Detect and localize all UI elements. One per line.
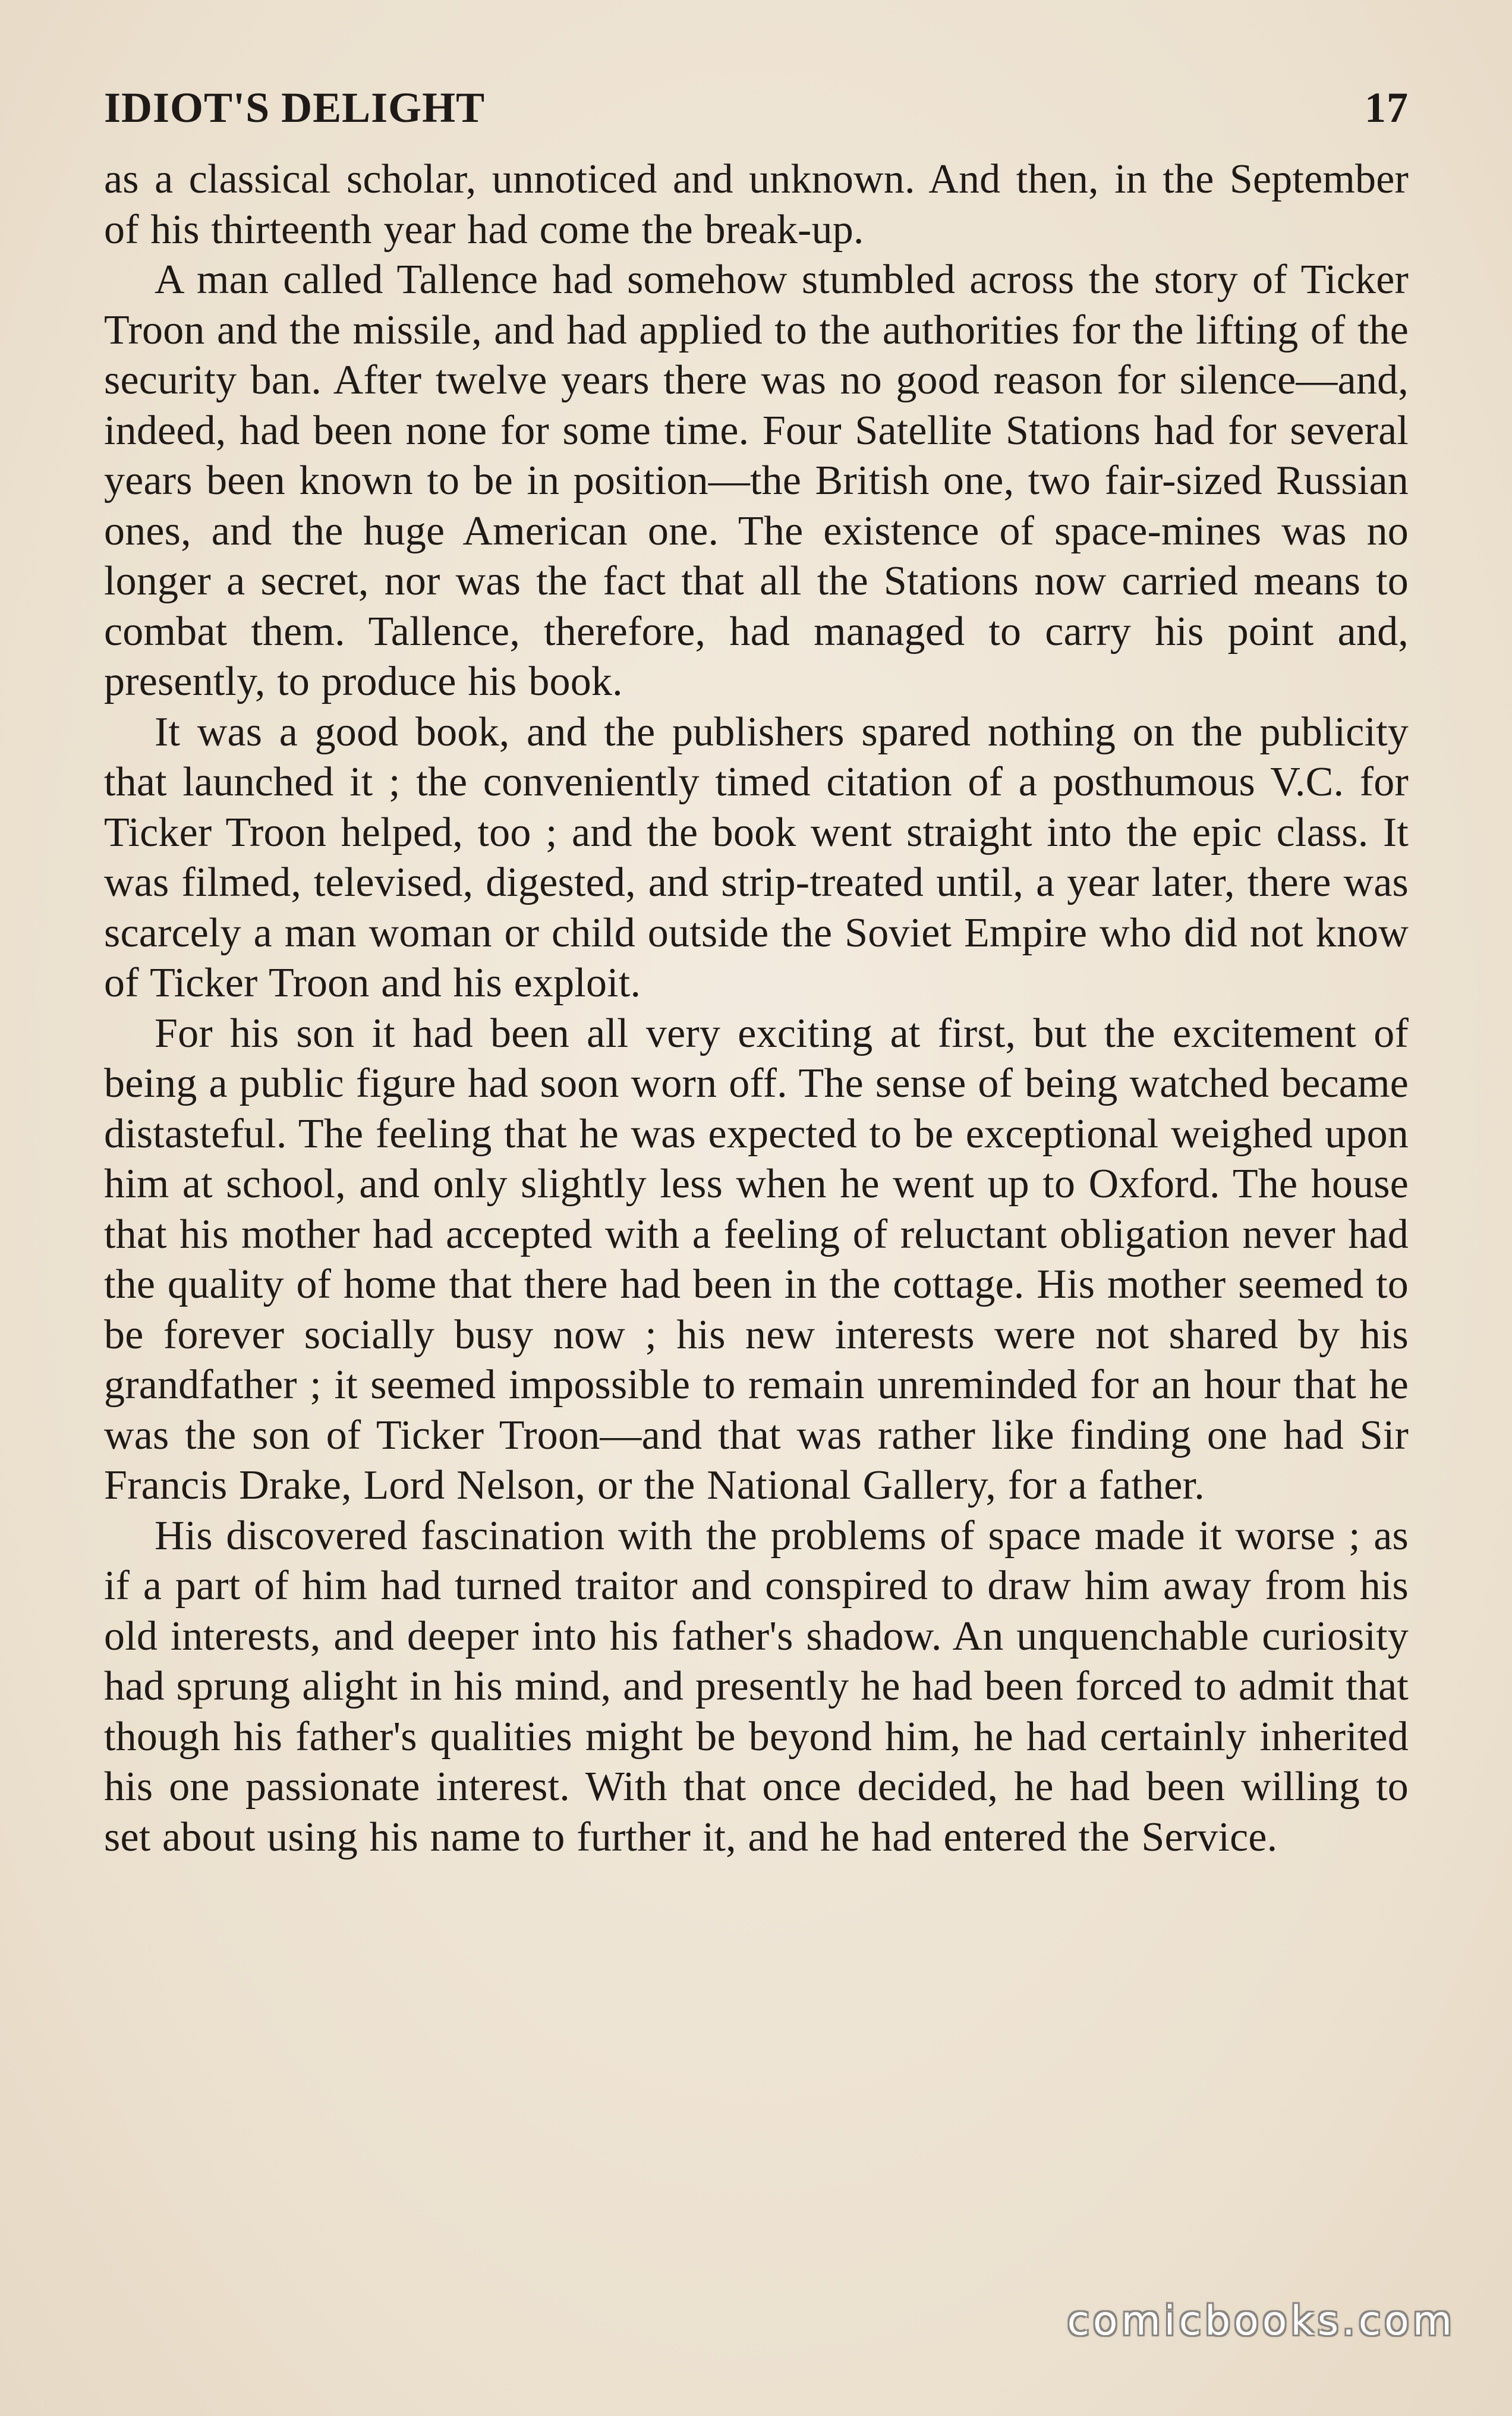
paragraph-2: A man called Tallence had somehow stumbled across the story of Ticker Troon and the missile, and had applied to the authorities for the lifting of the security ban. After twelve years there was no good reason for silence—and, indeed, had been none for some time. Four Satellite Stations had for several years been known to be in position—the British one, two fair-sized Russian ones, and the huge American one. The existence of space-mines was no longer a secret, nor was the fact that all the Stations now carried means to combat them. Tallence, therefore, had managed to carry his point and, presently, to produce his book. (104, 257, 1409, 704)
page-number: 17 (1365, 84, 1409, 131)
body-text (104, 155, 1409, 1863)
paragraph-3: It was a good book, and the publishers spared nothing on the publicity that launched it ; the conveniently timed citation of a posthumous V.C. for Ticker Troon helped, too ; and the book went straight into the epic class. It was filmed, televised, digested, and strip-treated until, a year later, there was scarcely a man woman or child outside the Soviet Empire who did not know of Ticker Troon and his exploit. (104, 709, 1409, 1006)
paragraph-5: His discovered fascination with the problems of space made it worse ; as if a part of him had turned traitor and conspired to draw him away from his old interests, and deeper into his father's shadow. An unquenchable curiosity had sprung alight in his mind, and presently he had been forced to admit that though his father's qualities might be beyond him, he had certainly inherited his one passionate interest. With that once decided, he had been willing to set about using his name to further it, and he had entered the Service. (104, 1512, 1409, 1860)
running-header (104, 83, 1409, 149)
running-title: IDIOT'S DELIGHT (104, 84, 486, 131)
paragraph-1: as a classical scholar, unnoticed and unknown. And then, in the September of his thirteenth year had come the break-up. (104, 156, 1409, 253)
watermark: comicbooks.com (1067, 2298, 1456, 2345)
paragraph-4: For his son it had been all very exciting at first, but the excitement of being a public figure had soon worn off. The sense of being watched became distasteful. The feeling that he was expected to be exceptional weighed upon him at school, and only slightly less when he went up to Oxford. The house that his mother had accepted with a feeling of reluctant obligation never had the quality of home that there had been in the cottage. His mother seemed to be forever socially busy now ; his new interests were not shared by his grandfather ; it seemed impossible to remain unreminded for an hour that he was the son of Ticker Troon—and that was rather like finding one had Sir Francis Drake, Lord Nelson, or the National Gallery, for a father. (104, 1010, 1409, 1508)
book-page (104, 83, 1409, 1863)
